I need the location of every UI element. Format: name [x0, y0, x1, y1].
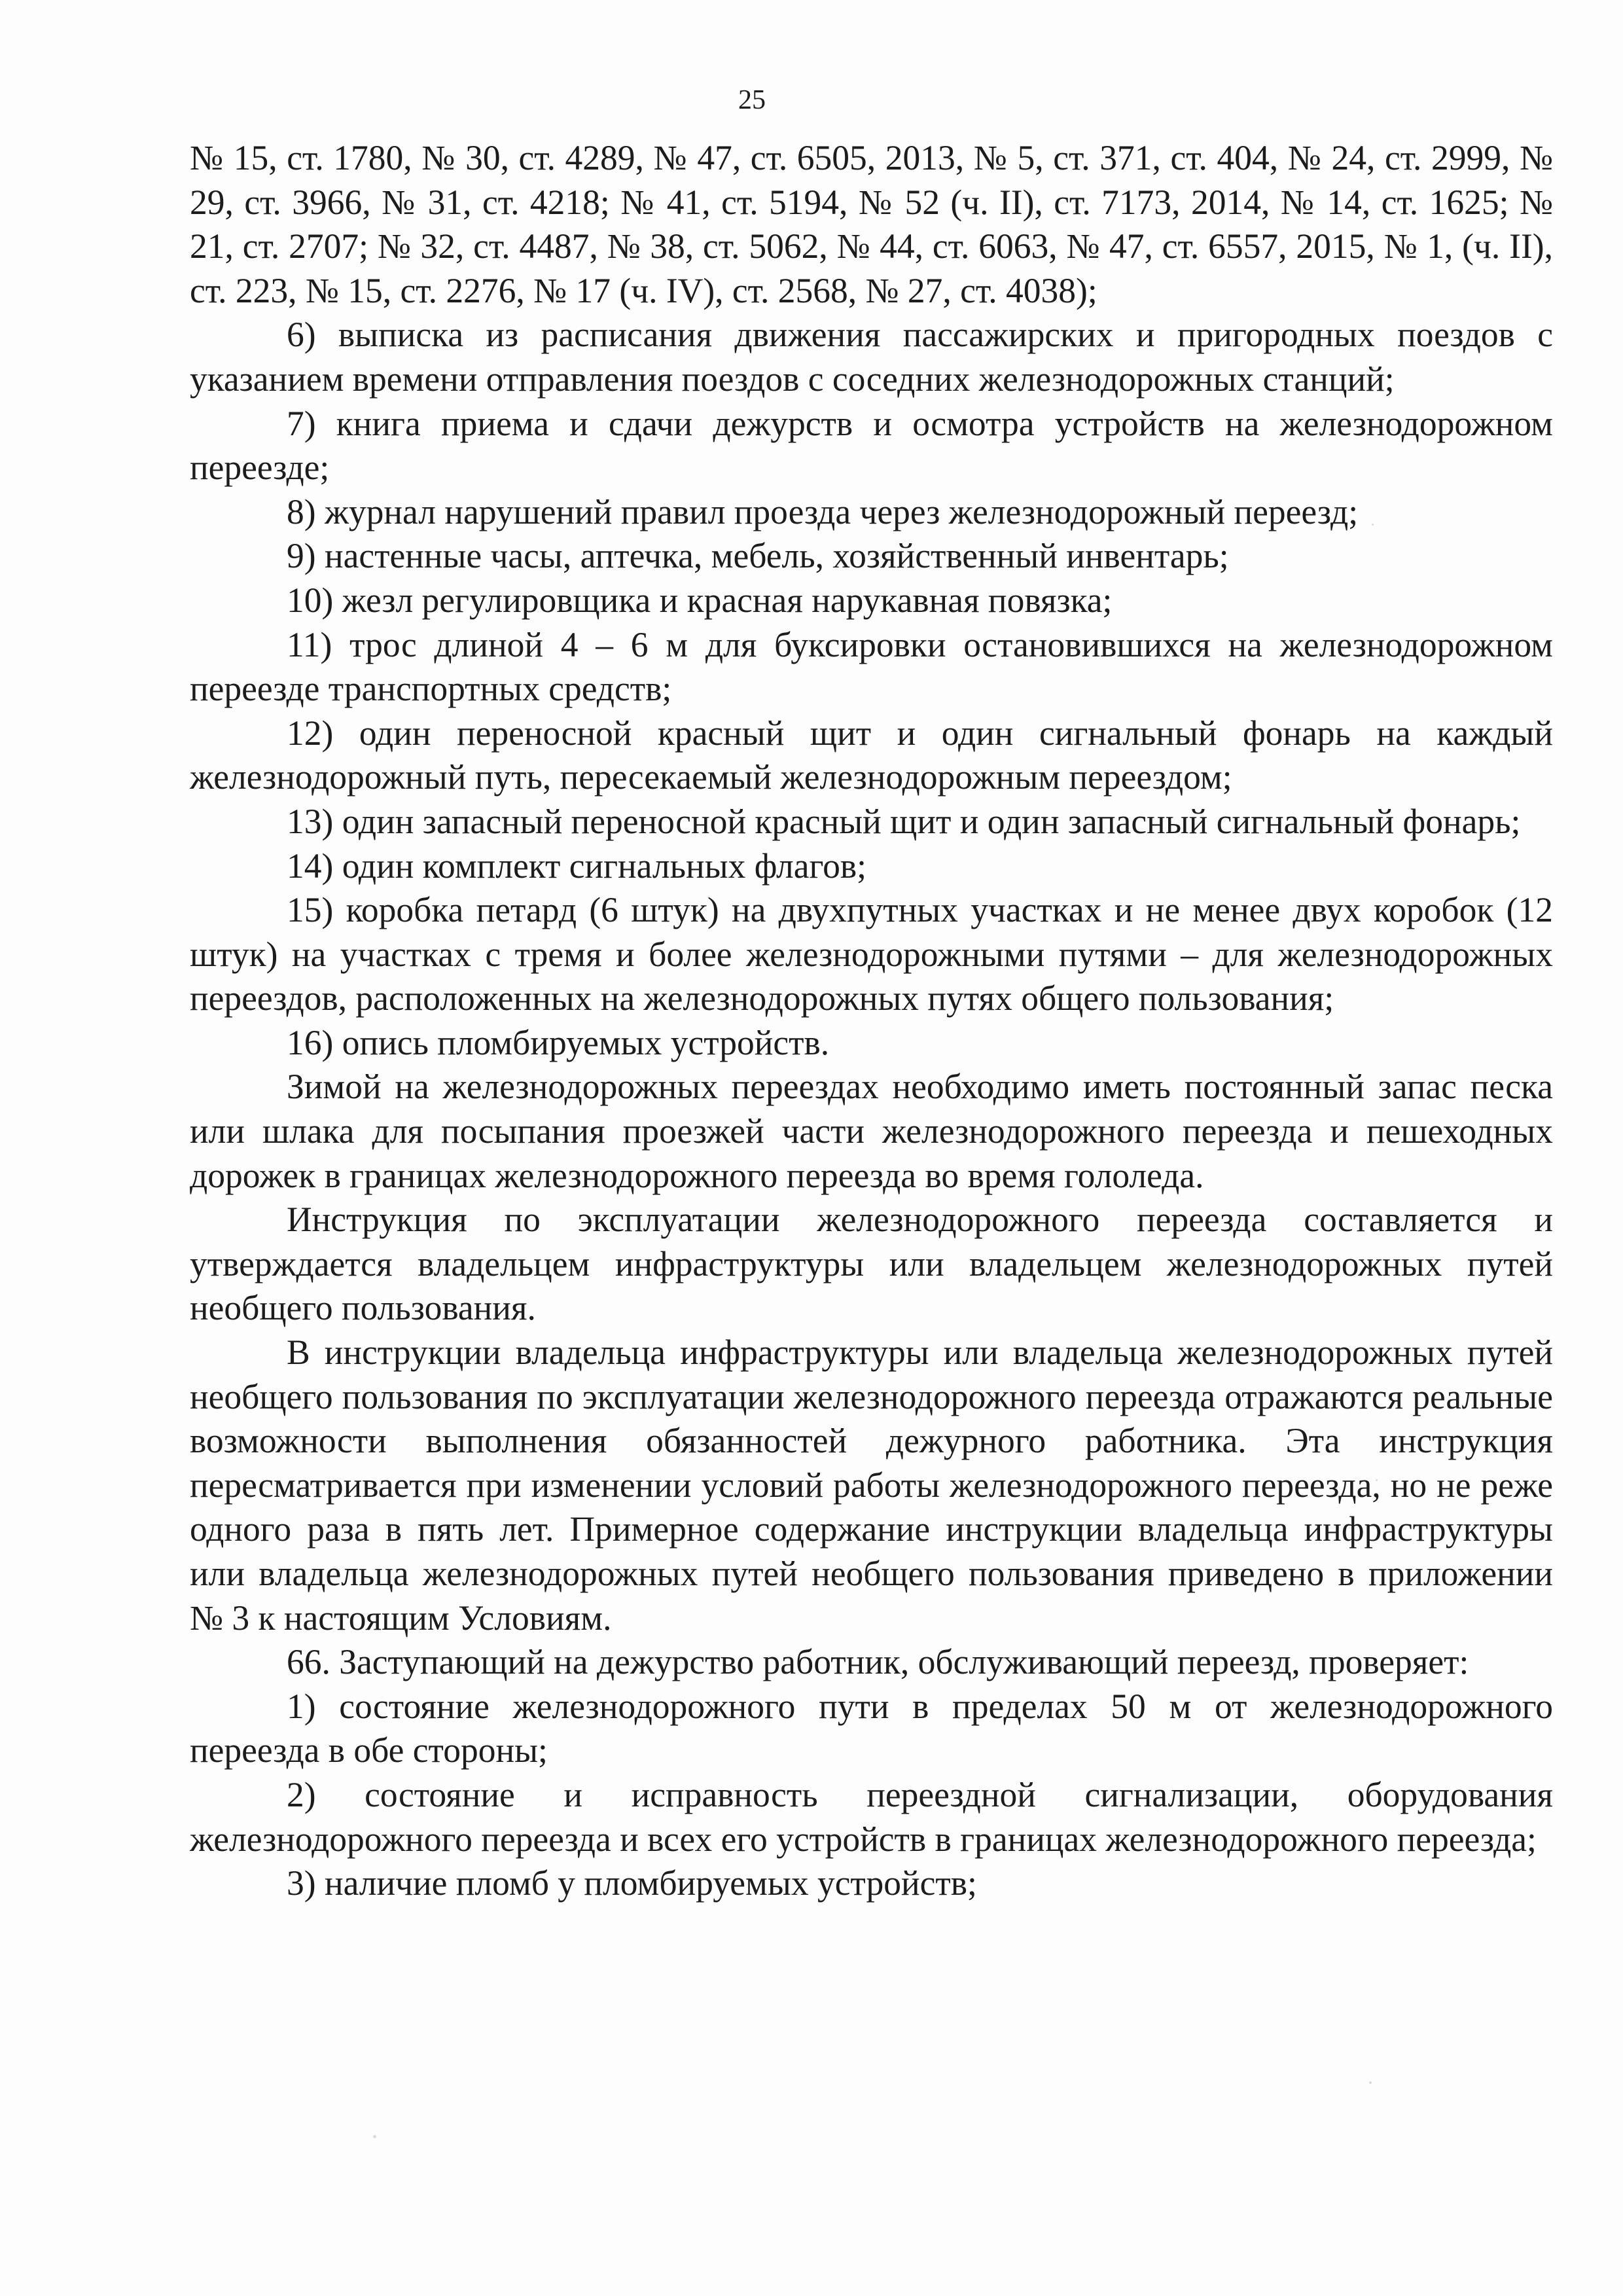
paragraph-section-66: 66. Заступающий на дежурство работник, обслуживающий переезд, проверяет:	[287, 1642, 1469, 1682]
paragraph-instruction-approval: Инструкция по эксплуатации железнодорожного переезда составляется и утверждается владельцем инфраструктуры или владельцем железнодорожных путей необщего пользования.	[190, 1200, 1553, 1328]
check-item-1: 1) состояние железнодорожного пути в пределах 50 м от железнодорожного переезда в обе стороны;	[190, 1686, 1553, 1770]
scan-speck	[1371, 367, 1374, 369]
check-item-3: 3) наличие пломб у пломбируемых устройств;	[287, 1863, 977, 1903]
scan-speck	[373, 2135, 376, 2138]
scan-speck	[1376, 1479, 1378, 1481]
paragraph-legal-references: № 15, ст. 1780, № 30, ст. 4289, № 47, ст. 6505, 2013, № 5, ст. 371, ст. 404, № 24, ст. 2999, № 29, ст. 3966, № 31, ст. 4218; № 41, ст. 5194, № 52 (ч. II), ст. 7173, 2014, № 14, ст. 1625; № 21, ст. 2707; № 32, ст. 4487, № 38, ст. 5062, № 44, ст. 6063, № 47, ст. 6557, 2015, № 1, (ч. II), ст. 223, № 15, ст. 2276, № 17 (ч. IV), ст. 2568, № 27, ст. 4038);	[190, 138, 1553, 310]
document-body	[190, 136, 1553, 1906]
list-item-13: 13) один запасный переносной красный щит и один запасный сигнальный фонарь;	[287, 801, 1521, 841]
list-item-11: 11) трос длиной 4 – 6 м для буксировки остановившихся на железнодорожном переезде транспортных средств;	[190, 624, 1553, 709]
list-item-14: 14) один комплект сигнальных флагов;	[287, 846, 866, 886]
list-item-6: 6) выписка из расписания движения пассажирских и пригородных поездов с указанием времени отправления поездов с соседних железнодорожных станций;	[190, 315, 1553, 399]
list-item-7: 7) книга приема и сдачи дежурств и осмотра устройств на железнодорожном переезде;	[190, 403, 1553, 488]
scan-speck	[1372, 524, 1374, 526]
list-item-12: 12) один переносной красный щит и один сигнальный фонарь на каждый железнодорожный путь, пересекаемый железнодорожным переездом;	[190, 713, 1553, 797]
paragraph-winter-supplies: Зимой на железнодорожных переездах необходимо иметь постоянный запас песка или шлака для посыпания проезжей части железнодорожного переезда и пешеходных дорожек в границах железнодорожного переезда во время гололеда.	[190, 1067, 1553, 1195]
scan-speck	[1369, 2081, 1372, 2084]
list-item-15: 15) коробка петард (6 штук) на двухпутных участках и не менее двух коробок (12 штук) на участках с тремя и более железнодорожными путями – для железнодорожных переездов, расположенных на железнодорожных путях общего пользования;	[190, 890, 1553, 1018]
list-item-16: 16) опись пломбируемых устройств.	[287, 1022, 830, 1062]
page-number: 25	[738, 85, 766, 115]
check-item-2: 2) состояние и исправность переездной сигнализации, оборудования железнодорожного переезда и всех его устройств в границах железнодорожного переезда;	[190, 1774, 1553, 1859]
list-item-8: 8) журнал нарушений правил проезда через железнодорожный переезд;	[287, 492, 1359, 531]
list-item-10: 10) жезл регулировщика и красная нарукавная повязка;	[287, 580, 1113, 620]
paragraph-instruction-content: В инструкции владельца инфраструктуры или владельца железнодорожных путей необщего пользования по эксплуатации железнодорожного переезда отражаются реальные возможности выполнения обязанностей дежурного работника. Эта инструкция пересматривается при изменении условий работы железнодорожного переезда, но не реже одного раза в пять лет. Примерное содержание инструкции владельца инфраструктуры или владельца железнодорожных путей необщего пользования приведено в приложении № 3 к настоящим Условиям.	[190, 1333, 1553, 1638]
list-item-9: 9) настенные часы, аптечка, мебель, хозяйственный инвентарь;	[287, 536, 1229, 576]
